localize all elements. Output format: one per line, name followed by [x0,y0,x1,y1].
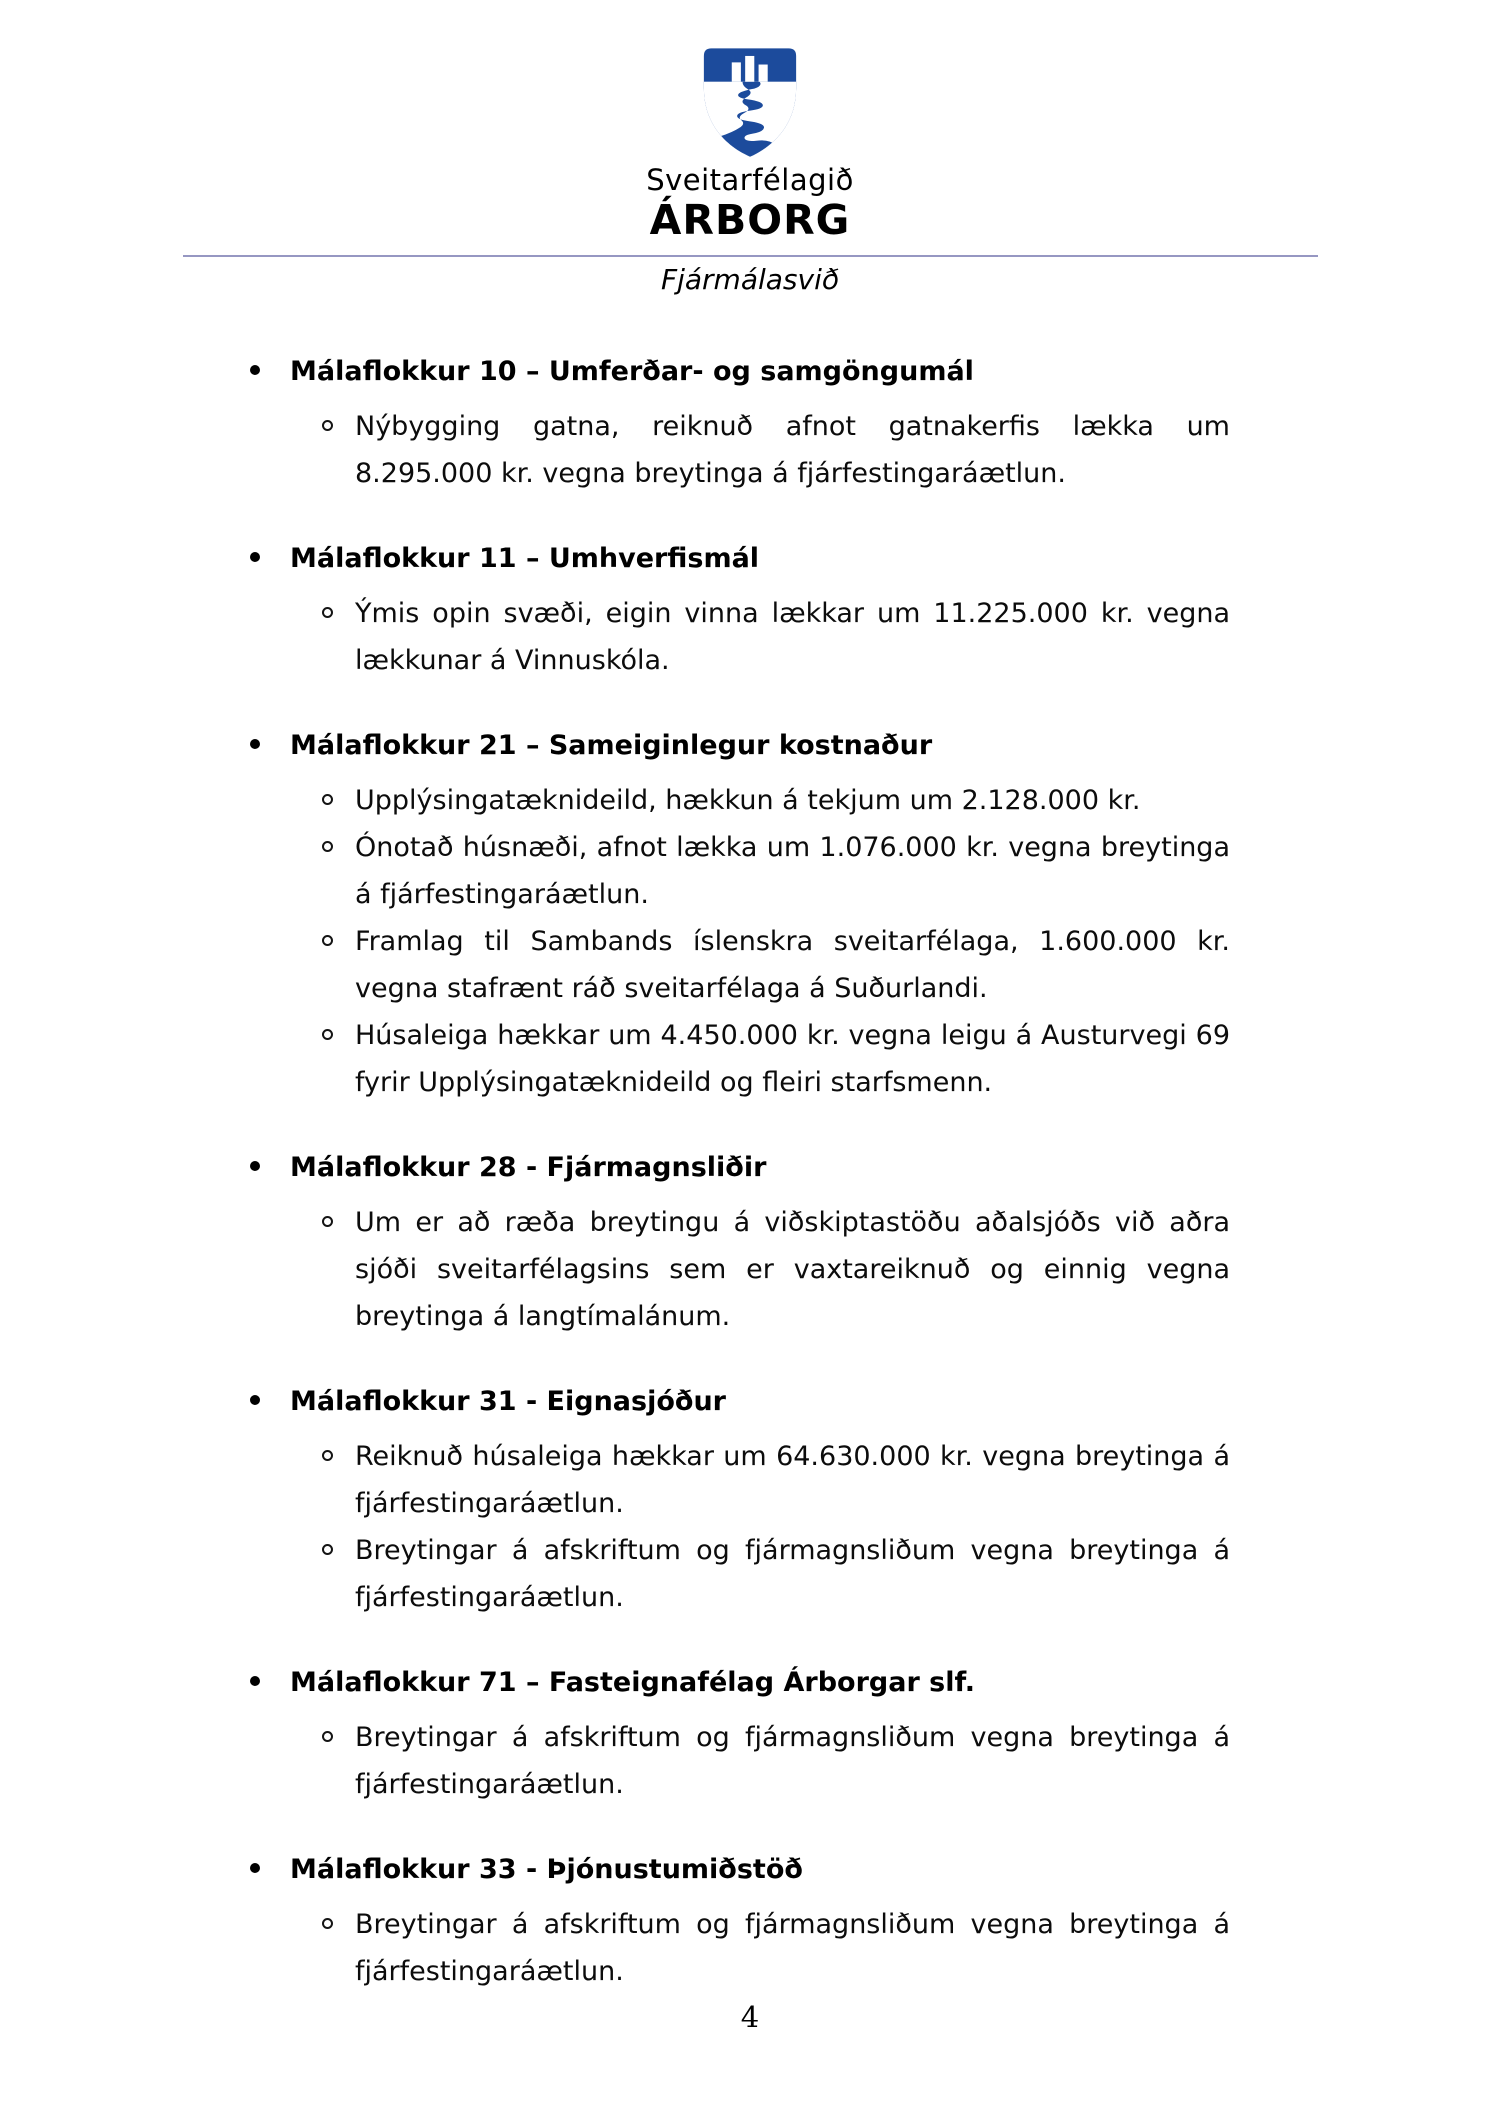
subitem-text: Um er að ræða breytingu á viðskiptastöðu aðalsjóðs við aðra sjóði sveitarfélagsins sem er vaxtareiknuð og einnig vegna breytinga á langtímalánum. [355,1207,1230,1333]
subitem-text: Breytingar á afskriftum og fjármagnsliðum vegna breytinga á fjárfestingaráætlun. [355,1909,1230,1988]
bullet-icon [250,1161,260,1171]
subitem-text: Húsaleiga hækkar um 4.450.000 kr. vegna leigu á Austurvegi 69 fyrir Upplýsingatæknideild og fleiri starfsmenn. [355,1020,1230,1099]
section-heading-label: Málaflokkur 31 - Eignasjóður [290,1386,726,1418]
circle-bullet-icon [322,1216,333,1227]
malaflokkur-section [0,1659,1500,1808]
section-heading-row [0,722,1500,769]
section-heading-label: Málaflokkur 33 - Þjónustumiðstöð [290,1854,803,1886]
section-heading-label: Málaflokkur 71 – Fasteignafélag Árborgar slf. [290,1667,976,1699]
circle-bullet-icon [322,794,333,805]
bullet-icon [250,552,260,562]
section-subitems [0,1199,1500,1340]
section-heading-label: Málaflokkur 10 – Umferðar- og samgöngumál [290,356,974,388]
circle-bullet-icon [322,841,333,852]
section-subitems [0,1433,1500,1621]
subitem-text: Breytingar á afskriftum og fjármagnsliðum vegna breytinga á fjárfestingaráætlun. [355,1722,1230,1801]
section-heading-label: Málaflokkur 21 – Sameiginlegur kostnaður [290,730,933,762]
subitem-row [0,403,1500,497]
malaflokkur-section [0,1144,1500,1340]
subitem-text: Nýbygging gatna, reiknuð afnot gatnakerfis lækka um 8.295.000 kr. vegna breytinga á fjárfestingaráætlun. [355,411,1230,490]
malaflokkur-section [0,1846,1500,1995]
section-heading-label: Málaflokkur 11 – Umhverfismál [290,543,760,575]
section-heading-label: Málaflokkur 28 - Fjármagnsliðir [290,1152,767,1184]
circle-bullet-icon [322,1029,333,1040]
malaflokkur-section [0,1378,1500,1621]
bullet-icon [250,365,260,375]
subitem-row [0,918,1500,1012]
sections-list [0,348,1500,1995]
subitem-text: Ónotað húsnæði, afnot lækka um 1.076.000 kr. vegna breytinga á fjárfestingaráætlun. [355,832,1230,911]
malaflokkur-section [0,535,1500,684]
bullet-icon [250,1863,260,1873]
section-subitems [0,777,1500,1106]
bullet-icon [250,1395,260,1405]
bullet-icon [250,739,260,749]
section-subitems [0,403,1500,497]
section-subitems [0,1901,1500,1995]
circle-bullet-icon [322,1731,333,1742]
subitem-text: Reiknuð húsaleiga hækkar um 64.630.000 kr. vegna breytinga á fjárfestingaráætlun. [355,1441,1230,1520]
subitem-row [0,1199,1500,1340]
circle-bullet-icon [322,1450,333,1461]
header-divider-line [183,255,1318,257]
subitem-text: Ýmis opin svæði, eigin vinna lækkar um 11.225.000 kr. vegna lækkunar á Vinnuskóla. [355,598,1230,677]
circle-bullet-icon [322,1544,333,1555]
section-heading-row [0,1144,1500,1191]
subitem-text: Upplýsingatæknideild, hækkun á tekjum um 2.128.000 kr. [355,785,1141,817]
malaflokkur-section [0,348,1500,497]
section-heading-row [0,1659,1500,1706]
subitem-text: Framlag til Sambands íslenskra sveitarfélaga, 1.600.000 kr. vegna stafrænt ráð sveitarfélaga á Suðurlandi. [355,926,1230,1005]
subitem-row [0,1527,1500,1621]
subitem-row [0,1012,1500,1106]
circle-bullet-icon [322,420,333,431]
circle-bullet-icon [322,935,333,946]
page-number: 4 [740,2000,760,2034]
section-heading-row [0,348,1500,395]
department-title: Fjármálasvið [661,263,839,297]
section-heading-row [0,1846,1500,1893]
org-name-line1: Sveitarfélagið [646,163,854,197]
arborg-coat-of-arms-icon [691,42,809,160]
subitem-text: Breytingar á afskriftum og fjármagnsliðum vegna breytinga á fjárfestingaráætlun. [355,1535,1230,1614]
section-heading-row [0,535,1500,582]
section-heading-row [0,1378,1500,1425]
subitem-row [0,1901,1500,1995]
malaflokkur-section [0,722,1500,1106]
subitem-row [0,777,1500,824]
section-subitems [0,1714,1500,1808]
subitem-row [0,1714,1500,1808]
subitem-row [0,590,1500,684]
document-body [0,348,1500,1995]
document-header [0,0,1500,296]
circle-bullet-icon [322,1918,333,1929]
subitem-row [0,824,1500,918]
section-subitems [0,590,1500,684]
org-name-line2: ÁRBORG [649,195,851,244]
circle-bullet-icon [322,607,333,618]
bullet-icon [250,1676,260,1686]
subitem-row [0,1433,1500,1527]
